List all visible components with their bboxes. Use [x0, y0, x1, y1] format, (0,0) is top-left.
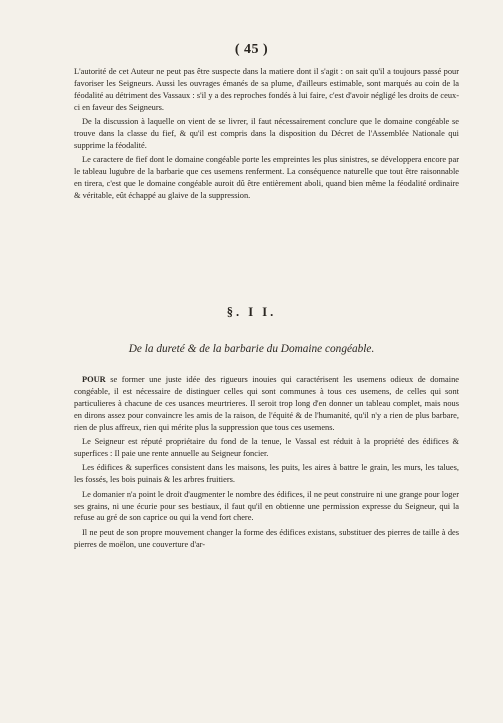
paragraph: Le caractere de fief dont le domaine congéable porte les empreintes les plus sinistres, se développera encore par le tableau lugubre de la barbarie que ces usemens renferment. La conséquence naturelle que tout être raisonnable en tirera, c'est que le domaine congéable auroit dû être entièrement aboli, quand bien même la féodalité ordinaire & véritable, eût échappé au glaive de la suppression.: [74, 155, 459, 201]
section-title: De la dureté & de la barbarie du Domaine congéable.: [128, 343, 375, 355]
paragraph: Le domanier n'a point le droit d'augmenter le nombre des édifices, il ne peut construire ni une grange pour loger ses grains, ni une écurie pour ses bestiaux, il faut qu'il en obtienne une permission expresse du Seigneur, qui la refuse au gré de son caprice ou qui la vend fort chere.: [74, 489, 459, 523]
paragraph: [74, 374, 459, 434]
paragraph: Il ne peut de son propre mouvement changer la forme des édifices existans, substituer des pierres de taille à des pierres de moëlon, une couverture d'ar-: [74, 527, 459, 549]
paragraph: L'autorité de cet Auteur ne peut pas être suspecte dans la matiere dont il s'agit : on sait qu'il a toujours passé pour favoriser les Seigneurs. Aussi les ouvrages émanés de sa plume, d'ailleurs estimable, sont marqués au coin de la féodalité au détriment des Vassaux : s'il y a des reproches fondés à lui faire, c'est d'avoir négligé les droits de ceux-ci en faveur des Seigneurs.: [74, 67, 459, 112]
paragraph: Les édifices & superfices consistent dans les maisons, les puits, les aires à battre le grain, les murs, les talues, les fossés, les bois puinais & les arbres fruitiers.: [74, 463, 459, 485]
page-number: ( 45 ): [234, 42, 269, 57]
text-block-bottom: [74, 374, 459, 553]
paragraph-text: se former une juste idée des rigueurs inouies qui caractérisent les usemens odieux de domaine congéable, il est nécessaire de distinguer celles qui sont communes à tous ces usemens, de celles qui sont particulieres à chacune de ces usances meurtrieres. Il seroit trop long d'en donner un tableau complet, mais nous en dirons assez pour convaincre les amis de la raison, de l'équité & de l'humanité, qu'il n'y a rien de plus barbare, rien de plus affreux, rien qui mérite plus la suppression que tous ces usemens.: [74, 375, 459, 432]
text-block-top: [74, 66, 459, 204]
section-marker: §. I I.: [226, 305, 277, 319]
paragraph: Le Seigneur est réputé propriétaire du fond de la tenue, le Vassal est réduit à la propriété des édifices & superfices : Il paie une rente annuelle au Seigneur foncier.: [74, 437, 459, 458]
paragraph: De la discussion à laquelle on vient de se livrer, il faut nécessairement conclure que le domaine congéable se trouve dans la classe du fief, & qu'il est compris dans la disposition du Décret de l'Assemblée Nationale qui supprime la féodalité.: [74, 117, 459, 150]
paragraph-lead-word: POUR: [82, 375, 106, 384]
